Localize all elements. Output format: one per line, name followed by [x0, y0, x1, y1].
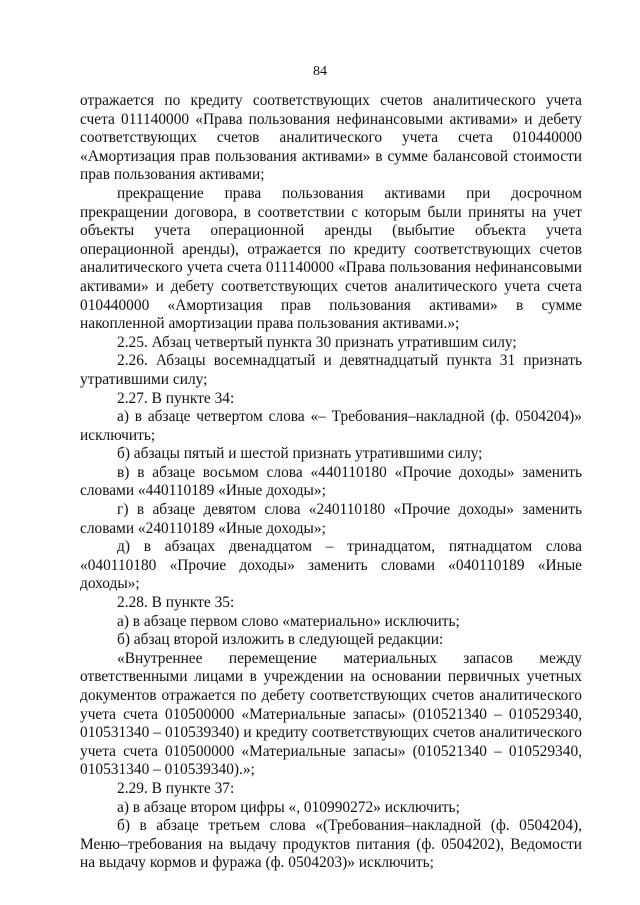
paragraph: 2.27. В пункте 34:: [117, 389, 235, 407]
paragraph: б) в абзаце третьем слова «(Требования–накладной (ф. 0504204), Меню–требования на выдачу продуктов питания (ф. 0504202), Ведомости на выдачу кормов и фуража (ф. 0504203)» исключить;: [80, 817, 582, 872]
paragraph: а) в абзаце четвертом слова «– Требования–накладной (ф. 0504204)» исключить;: [80, 408, 582, 444]
paragraph: д) в абзацах двенадцатом – тринадцатом, пятнадцатом слова «040110180 «Прочие доходы» заменить словами «040110189 «Иные доходы»;: [80, 538, 582, 593]
paragraph: 2.26. Абзацы восемнадцатый и девятнадцатый пункта 31 признать утратившими силу;: [80, 352, 582, 388]
document-body: [80, 92, 582, 873]
paragraph: г) в абзаце девятом слова «240110180 «Прочие доходы» заменить словами «240110189 «Иные доходы»;: [80, 501, 582, 537]
paragraph: б) абзац второй изложить в следующей редакции:: [117, 631, 444, 649]
paragraph: 2.28. В пункте 35:: [117, 594, 235, 612]
paragraph: б) абзацы пятый и шестой признать утратившими силу;: [117, 445, 483, 463]
paragraph: а) в абзаце первом слово «материально» исключить;: [117, 612, 460, 630]
paragraph: 2.25. Абзац четвертый пункта 30 признать утратившим силу;: [117, 333, 517, 351]
paragraph: а) в абзаце втором цифры «, 010990272» исключить;: [117, 798, 460, 816]
paragraph: в) в абзаце восьмом слова «440110180 «Прочие доходы» заменить словами «440110189 «Иные доходы»;: [80, 463, 582, 500]
paragraph: 2.29. В пункте 37:: [117, 779, 235, 797]
paragraph: отражается по кредиту соответствующих счетов аналитического учета счета 011140000 «Права пользования нефинансовыми активами» и дебету соответствующих счетов аналитического учета счета 010440000 «Амортизация прав пользования активами» в сумме балансовой стоимости прав пользования активами;: [80, 92, 582, 184]
paragraph: прекращение права пользования активами при досрочном прекращении договора, в соответствии с которым были приняты на учет объекты учета операционной аренды (выбытие объекта учета операционной аренды), отражается по кредиту соответствующих счетов аналитического учета счета 011140000 «Права пользования нефинансовыми активами» и дебету соответствующих счетов аналитического учета счета 010440000 «Амортизация прав пользования активами» в сумме накопленной амортизации права пользования активами.»;: [80, 184, 582, 333]
paragraph: «Внутреннее перемещение материальных запасов между ответственными лицами в учреждении на основании первичных учетных документов отражается по дебету соответствующих счетов аналитического учета счета 010500000 «Материальные запасы» (010521340 – 010529340, 010531340 – 010539340) и кредиту соответствующих счетов аналитического учета счета 010500000 «Материальные запасы» (010521340 – 010529340, 010531340 – 010539340).»;: [80, 649, 582, 779]
page-number: 84: [313, 64, 327, 79]
